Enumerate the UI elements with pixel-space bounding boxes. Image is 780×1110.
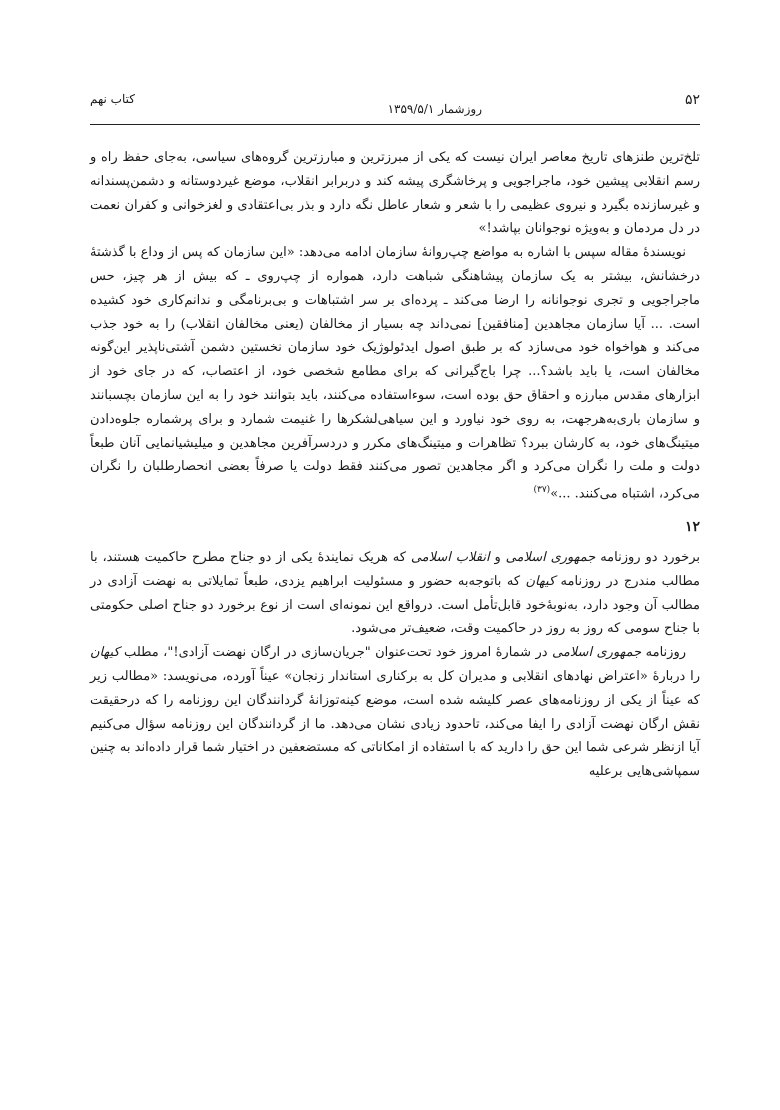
paragraph-2-text: نویسندهٔ مقاله سپس با اشاره به مواضع چپ‌روانهٔ سازمان ادامه می‌دهد: «این سازمان که پس از وداع با گذشتهٔ درخشانش، بیشتر به یک سازمان پیشاهنگی شباهت دارد، همواره از چپ‌روی ـ که بیش از هر چیز، حس ماجراجویی و تجری نوجوانانه را ارضا می‌کند ـ پرده‌ای بر سر اشتباهات و بی‌برنامگی و ندانم‌کاری خود کشیده است. ... آیا سازمان مجاهدین [منافقین] نمی‌داند چه بسیار از مخالفان (یعنی مخالفان انقلاب) را به خود جذب می‌کند و هواخواه خود می‌سازد که بر طبق اصول ایدئولوژیک خود سازمان نخستین دشمن آشتی‌ناپذیر این‌گونه مخالفان است، یا باید باشد؟... چرا باج‌گیرانی که برای مطامع شخصی خود، از اعتصاب، که در جای خود از ابزارهای مقدس مبارزه و احقاق حق بوده است، سوءاستفاده می‌کنند، باید بتوانند خود را به این سازمان بچسبانند و سازمان باری‌به‌هرجهت، به روی خود نیاورد و این سیاهی‌لشکرها را غنیمت شمارد و برای پرشماره جلوه‌دادن میتینگ‌های خود، به کارشان ببرد؟ تظاهرات و میتینگ‌های مکرر و دردسرآفرین مجاهدین و میلیشیانمایی آنان طبعاً دولت و ملت را نگران می‌کرد و اگر مجاهدین تصور می‌کنند فقط دولت یا صرفاً بعضی انحصارطلبان را نگران می‌کرد، اشتباه می‌کنند. ...» xyxy=(90,245,700,502)
header-rule xyxy=(90,124,700,125)
p4-text-lead: روزنامه xyxy=(641,645,686,661)
section-heading: ۱۲ xyxy=(684,519,700,536)
p3-newspaper-2: انقلاب اسلامی xyxy=(410,550,490,566)
paragraph-4 xyxy=(90,641,700,784)
page-header xyxy=(90,90,700,124)
page-number: ۵۲ xyxy=(684,92,700,108)
paragraph-2 xyxy=(90,241,700,506)
p3-newspaper-3: کیهان xyxy=(525,573,556,589)
footnote-ref: (۳۷) xyxy=(533,485,551,496)
p3-text-c: که هریک نمایندهٔ یکی از دو جناح مطرح حاکمیت هستند، با مطالب مندرج در روزنامه xyxy=(90,550,700,589)
p4-text-a: در شمارهٔ امروز خود تحت‌عنوان "جریان‌سازی در ارگان نهضت آزادی!"، مطلب xyxy=(119,645,552,661)
p4-text-b: را دربارهٔ «اعتراض نهادهای انقلابی و مدیران کل به برکناری استاندار زنجان» عیناً آورده، می‌نویسد: «مطالب زیر که عیناً از یکی از روزنامه‌های عصر کلیشه شده است، موضع کینه‌توزانهٔ گردانندگان این روزنامه را که درحقیقت نقش ارگان نهضت آزادی را ایفا می‌کند، تاحدود زیادی نشان می‌دهد. ما از گردانندگان این روزنامه سؤال می‌کنیم آیا ازنظر شرعی شما این حق را دارید که با استفاده از امکاناتی که مستضعفین در اختیار شما قرار داده‌اند به چنین سمپاشی‌هایی برعلیه xyxy=(90,669,700,780)
p4-newspaper-1: جمهوری اسلامی xyxy=(552,645,642,661)
p3-text-d: که باتوجه‌به حضور و مسئولیت ابراهیم یزدی، طبعاً تمایلاتی به نهضت آزادی در مطالب آن وجود دارد، به‌نوبهٔ‌خود قابل‌تأمل است. درواقع این نمونه‌ای است از نوع برخورد دو جناح اصلی حکومتی با جناح سومی که روز به روز در حاکمیت وقت، ضعیف‌تر می‌شود. xyxy=(90,573,700,637)
p3-text-b: و xyxy=(489,550,506,566)
paragraph-3 xyxy=(90,546,700,641)
book-page xyxy=(90,90,700,1050)
p3-newspaper-1: جمهوری اسلامی xyxy=(505,550,596,566)
paragraph-1: تلخ‌ترین طنزهای تاریخ معاصر ایران نیست که یکی از مبرزترین و مبارزترین گروه‌های سیاسی، به‌جای حفظ راه و رسم انقلابی پیشین خود، ماجراجویی و پرخاشگری پیشه کند و دربرابر انقلاب، موضع غیردوستانه و دشمن‌پسندانه و غیرسازنده بگیرد و نیروی عظیمی را با شعر و شعار عاطل نگه دارد و بذر بی‌اعتقادی و لغزخوانی و کفران نعمت در دل مردمان و به‌ویژه نوجوانان بپاشد!» xyxy=(90,150,700,237)
book-title: کتاب نهم xyxy=(90,92,135,106)
p3-text-a: برخورد دو روزنامه xyxy=(595,550,701,566)
body-text xyxy=(90,146,700,784)
running-title: روزشمار ۱۳۵۹/۵/۱ xyxy=(387,102,482,116)
p4-newspaper-2: کیهان xyxy=(90,645,120,661)
